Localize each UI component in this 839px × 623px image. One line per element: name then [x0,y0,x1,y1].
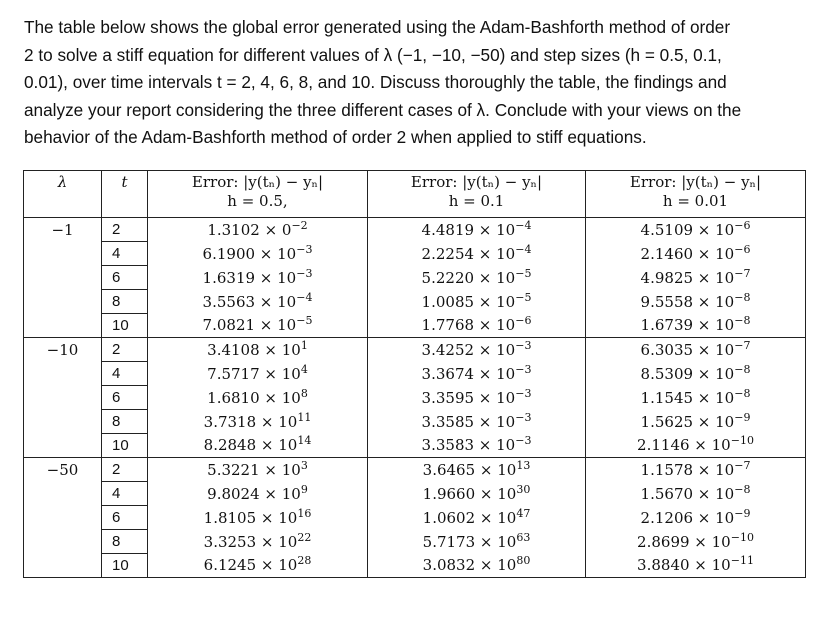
error-cell-e1 [148,482,368,506]
error-cell-e3 [586,554,806,578]
error-exponent: −3 [515,434,532,448]
table-row [24,290,806,314]
error-mantissa: 1.9660 × 10 [422,484,517,503]
error-exponent: −9 [734,410,751,424]
error-cell-e3 [586,218,806,242]
error-exponent: 80 [516,554,531,568]
lambda-cell: −50 [24,458,102,578]
error-cell-e2 [368,386,586,410]
error-mantissa: 3.0832 × 10 [422,556,517,575]
error-mantissa: 3.5563 × 10 [202,292,297,311]
error-exponent: −7 [734,338,751,352]
t-cell: 4 [102,242,148,266]
error-exponent: −3 [296,266,313,280]
table-row [24,554,806,578]
error-exponent: −8 [734,362,751,376]
error-mantissa: 3.6465 × 10 [422,460,517,479]
t-cell: 8 [102,290,148,314]
header-error-label: Error: |y(tₙ) − yₙ| [191,173,324,191]
error-exponent: 4 [300,362,308,376]
error-cell-e2 [368,530,586,554]
error-exponent: 28 [297,554,312,568]
t-cell: 6 [102,386,148,410]
error-exponent: −3 [515,386,532,400]
error-cell-e2 [368,458,586,482]
error-cell-e1 [148,338,368,362]
error-cell-e3 [586,362,806,386]
error-exponent: −10 [730,530,754,544]
table-row [24,218,806,242]
error-exponent: −8 [734,386,751,400]
error-mantissa: 8.2848 × 10 [203,436,298,455]
error-cell-e1 [148,266,368,290]
t-cell: 6 [102,506,148,530]
error-cell-e1 [148,458,368,482]
error-exponent: −2 [291,218,308,232]
error-exponent: 22 [297,530,312,544]
error-exponent: −5 [515,266,532,280]
error-mantissa: 1.5625 × 10 [640,412,735,431]
header-t: t [102,171,148,218]
t-cell: 4 [102,482,148,506]
error-mantissa: 7.0821 × 10 [202,316,297,335]
table-row [24,242,806,266]
error-exponent: −8 [734,290,751,304]
error-mantissa: 1.5670 × 10 [640,484,735,503]
header-step-size: h = 0.1 [448,192,505,210]
error-mantissa: 3.7318 × 10 [203,412,298,431]
error-exponent: −3 [296,242,313,256]
question-line: The table below shows the global error generated using the Adam-Bashforth method of order [24,17,731,37]
t-cell: 10 [102,434,148,458]
error-mantissa: 9.5558 × 10 [640,292,735,311]
error-cell-e2 [368,266,586,290]
table-row [24,338,806,362]
table-header-row [24,171,806,218]
header-error-label: Error: |y(tₙ) − yₙ| [410,173,543,191]
error-mantissa: 3.3583 × 10 [421,436,516,455]
error-exponent: 16 [297,506,312,520]
error-cell-e2 [368,242,586,266]
question-text [24,14,824,152]
error-mantissa: 2.1460 × 10 [640,244,735,263]
question-line: behavior of the Adam-Bashforth method of order 2 when applied to stiff equations. [24,127,647,147]
error-cell-e1 [148,218,368,242]
error-exponent: 9 [300,482,308,496]
error-mantissa: 3.4108 × 10 [207,340,301,359]
table-row [24,530,806,554]
error-mantissa: 1.3102 × 0 [207,220,292,239]
error-mantissa: 4.4819 × 10 [421,220,516,239]
error-cell-e1 [148,362,368,386]
error-cell-e2 [368,218,586,242]
error-cell-e1 [148,386,368,410]
error-cell-e1 [148,242,368,266]
table-row [24,458,806,482]
error-mantissa: 9.8024 × 10 [207,484,301,503]
error-cell-e2 [368,290,586,314]
error-cell-e3 [586,434,806,458]
error-cell-e2 [368,554,586,578]
table-row [24,386,806,410]
error-mantissa: 3.4252 × 10 [421,340,516,359]
error-mantissa: 2.8699 × 10 [637,532,731,551]
error-exponent: −10 [730,434,754,448]
error-mantissa: 2.1206 × 10 [640,508,735,527]
error-cell-e3 [586,290,806,314]
error-mantissa: 1.1545 × 10 [640,388,735,407]
t-cell: 8 [102,530,148,554]
t-cell: 6 [102,266,148,290]
error-exponent: −7 [734,266,751,280]
error-cell-e3 [586,242,806,266]
t-cell: 2 [102,218,148,242]
error-exponent: 63 [516,530,531,544]
error-exponent: 3 [300,458,308,472]
error-cell-e3 [586,410,806,434]
error-cell-e2 [368,410,586,434]
error-exponent: −9 [734,506,751,520]
error-cell-e3 [586,386,806,410]
error-cell-e3 [586,482,806,506]
error-mantissa: 3.3585 × 10 [421,412,516,431]
t-cell: 4 [102,362,148,386]
header-step-size: h = 0.5, [227,192,288,210]
error-mantissa: 1.0085 × 10 [421,292,516,311]
error-cell-e1 [148,506,368,530]
error-mantissa: 6.1245 × 10 [203,556,298,575]
error-exponent: −8 [734,482,751,496]
error-mantissa: 1.6319 × 10 [202,268,297,287]
error-cell-e2 [368,314,586,338]
error-mantissa: 4.9825 × 10 [640,268,735,287]
header-error-label: Error: |y(tₙ) − yₙ| [629,173,762,191]
error-exponent: −3 [515,338,532,352]
error-cell-e1 [148,314,368,338]
error-exponent: −5 [515,290,532,304]
error-mantissa: 8.5309 × 10 [640,364,735,383]
error-mantissa: 3.8840 × 10 [637,556,731,575]
error-mantissa: 4.5109 × 10 [640,220,735,239]
table-row [24,362,806,386]
t-cell: 2 [102,458,148,482]
header-error-h2 [368,171,586,218]
header-lambda: λ [24,171,102,218]
error-cell-e2 [368,482,586,506]
error-mantissa: 2.2254 × 10 [421,244,516,263]
error-exponent: −6 [734,218,751,232]
t-cell: 10 [102,554,148,578]
error-exponent: −4 [515,218,532,232]
error-mantissa: 6.1900 × 10 [202,244,297,263]
error-cell-e3 [586,266,806,290]
error-exponent: 14 [297,434,312,448]
error-mantissa: 1.7768 × 10 [421,316,516,335]
error-cell-e3 [586,530,806,554]
error-mantissa: 5.2220 × 10 [421,268,516,287]
error-exponent: 11 [297,410,312,424]
error-table [23,170,806,578]
error-exponent: −5 [296,314,313,328]
error-cell-e3 [586,506,806,530]
table-row [24,314,806,338]
error-exponent: −4 [296,290,313,304]
t-cell: 10 [102,314,148,338]
error-exponent: 8 [300,386,308,400]
header-error-h1 [148,171,368,218]
table-row [24,482,806,506]
error-exponent: −3 [515,362,532,376]
error-mantissa: 1.1578 × 10 [640,460,735,479]
t-cell: 2 [102,338,148,362]
error-mantissa: 1.6810 × 10 [207,388,301,407]
error-mantissa: 1.8105 × 10 [203,508,298,527]
error-mantissa: 6.3035 × 10 [640,340,735,359]
table-row [24,434,806,458]
error-mantissa: 1.0602 × 10 [422,508,517,527]
error-exponent: −4 [515,242,532,256]
error-mantissa: 5.3221 × 10 [207,460,301,479]
error-exponent: −6 [734,242,751,256]
table-body [24,218,806,578]
error-exponent: 47 [516,506,531,520]
lambda-cell: −1 [24,218,102,338]
error-exponent: −8 [734,314,751,328]
error-cell-e1 [148,434,368,458]
error-cell-e2 [368,362,586,386]
error-mantissa: 7.5717 × 10 [207,364,301,383]
t-cell: 8 [102,410,148,434]
error-exponent: 1 [300,338,308,352]
header-step-size: h = 0.01 [662,192,729,210]
table-row [24,266,806,290]
error-mantissa: 5.7173 × 10 [422,532,517,551]
error-mantissa: 3.3674 × 10 [421,364,516,383]
error-cell-e3 [586,458,806,482]
error-exponent: −6 [515,314,532,328]
lambda-cell: −10 [24,338,102,458]
error-cell-e2 [368,506,586,530]
error-cell-e2 [368,434,586,458]
error-exponent: −11 [730,554,754,568]
error-cell-e1 [148,530,368,554]
table-row [24,410,806,434]
error-cell-e2 [368,338,586,362]
error-cell-e3 [586,338,806,362]
error-cell-e1 [148,290,368,314]
question-line: 2 to solve a stiff equation for different values of λ (−1, −10, −50) and step sizes (h = 0.5, 0.1, [24,44,722,65]
error-cell-e1 [148,410,368,434]
error-mantissa: 3.3253 × 10 [203,532,298,551]
question-line: analyze your report considering the three different cases of λ. Conclude with your views on the [24,99,742,120]
question-line: 0.01), over time intervals t = 2, 4, 6, 8, and 10. Discuss thoroughly the table, the findings and [24,72,727,92]
error-exponent: 13 [516,458,531,472]
header-error-h3 [586,171,806,218]
error-exponent: 30 [516,482,531,496]
error-exponent: −7 [734,458,751,472]
error-cell-e3 [586,314,806,338]
error-exponent: −3 [515,410,532,424]
error-mantissa: 3.3595 × 10 [421,388,516,407]
table-row [24,506,806,530]
error-cell-e1 [148,554,368,578]
error-mantissa: 1.6739 × 10 [640,316,735,335]
error-mantissa: 2.1146 × 10 [637,436,731,455]
